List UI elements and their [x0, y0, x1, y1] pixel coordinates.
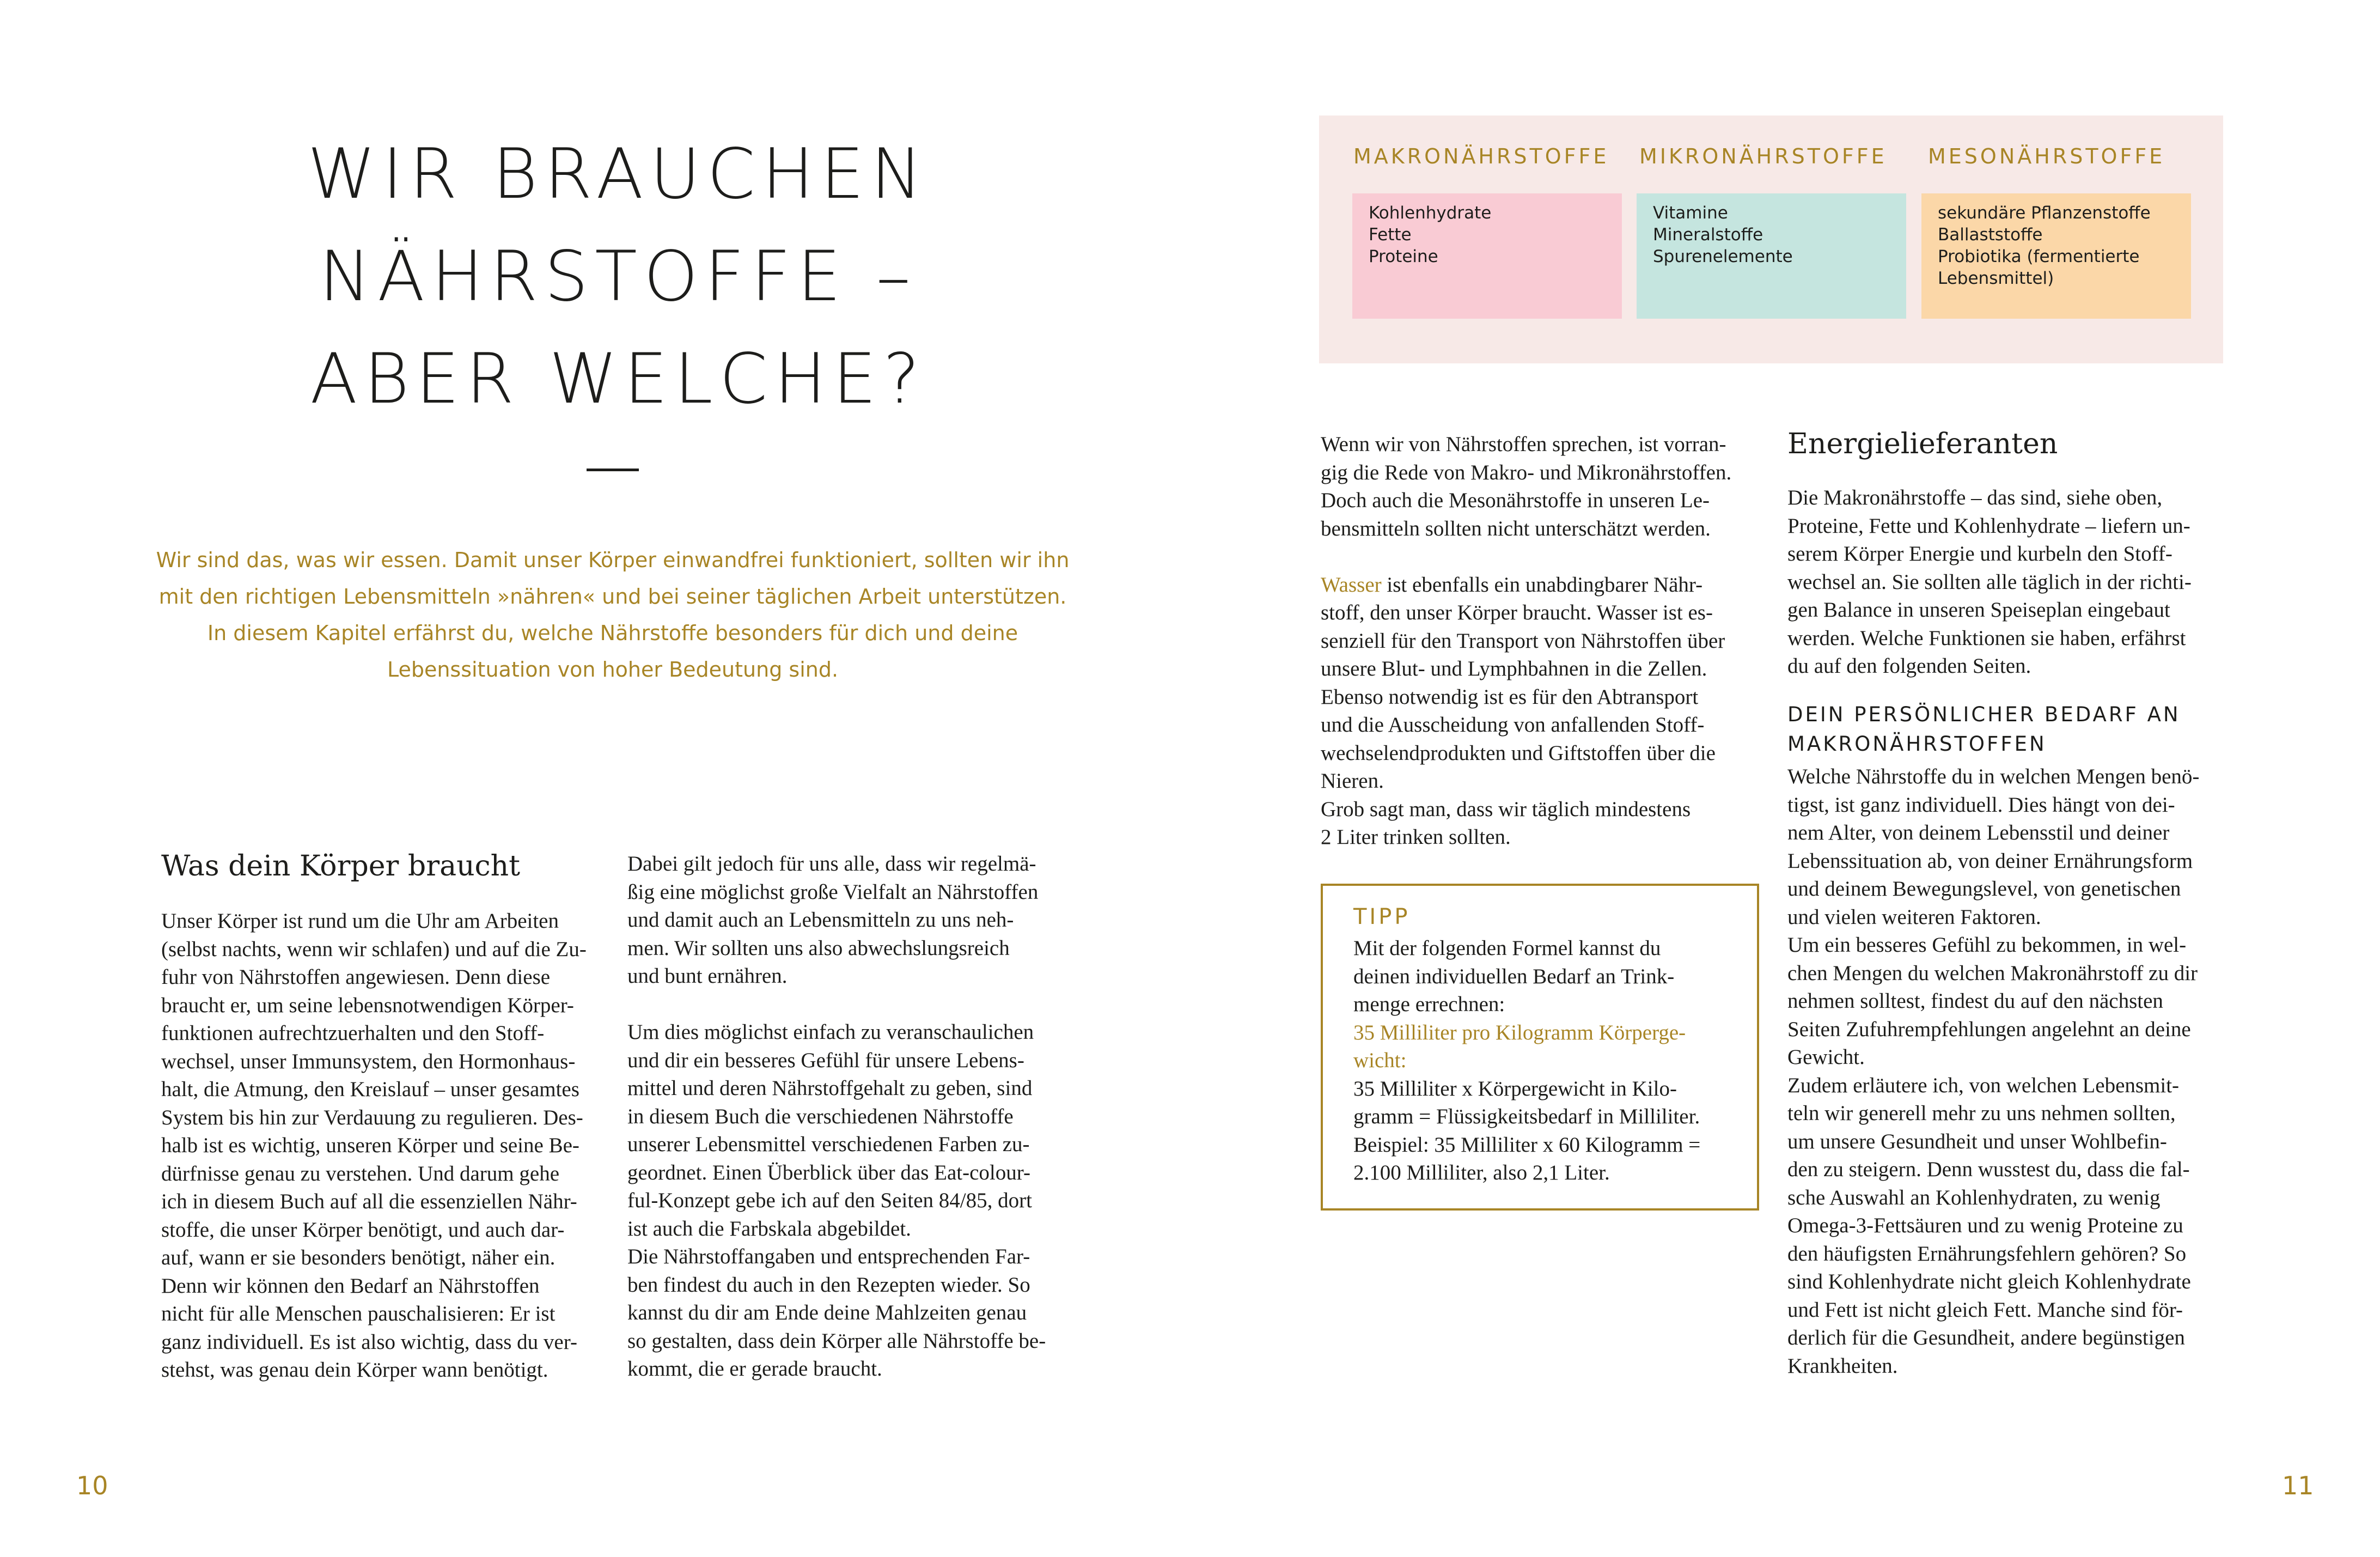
body-line: Die Makronährstoffe – das sind, siehe oben, — [1787, 486, 2163, 509]
tipp-formula-line: 35 Milliliter pro Kilogramm Körperge- — [1353, 1020, 1686, 1044]
body-line: stoff, den unser Körper braucht. Wasser ist es- — [1321, 601, 1713, 624]
nutrient-item: Probiotika (fermentierte — [1938, 247, 2140, 266]
body-line: Dabei gilt jedoch für uns alle, dass wir regelmä- — [627, 852, 1036, 875]
body-column-5 — [1787, 763, 2199, 1380]
nutrient-heading-meso: MESONÄHRSTOFFE — [1928, 144, 2165, 168]
body-line: Seiten Zufuhrempfehlungen angelehnt an deine — [1787, 1017, 2191, 1041]
body-line: Die Nährstoffangaben und entsprechenden Far- — [627, 1245, 1030, 1268]
nutrient-item: sekundäre Pflanzenstoffe — [1938, 203, 2151, 223]
nutrient-item: Proteine — [1369, 247, 1438, 266]
body-line: wechsel an. Sie sollten alle täglich in der richti- — [1787, 570, 2192, 594]
body-line: (selbst nachts, wenn wir schlafen) und auf die Zu- — [161, 937, 587, 961]
body-line: braucht er, um seine lebensnotwendigen Körper- — [161, 993, 574, 1017]
body-line: den zu steigern. Denn wusstest du, dass die fal- — [1787, 1158, 2190, 1181]
nutrient-heading-mikro: MIKRONÄHRSTOFFE — [1639, 144, 1887, 168]
body-line: Proteine, Fette und Kohlenhydrate – liefern un- — [1787, 514, 2190, 538]
tipp-line: 35 Milliliter x Körpergewicht in Kilo- — [1353, 1076, 1677, 1100]
body-line: und Fett ist nicht gleich Fett. Manche sind för- — [1787, 1298, 2183, 1322]
body-column-3 — [1321, 430, 1731, 852]
page-number-left: 10 — [76, 1471, 108, 1500]
body-line: Zudem erläutere ich, von welchen Lebensmit- — [1787, 1073, 2180, 1097]
page-number-right: 11 — [2282, 1471, 2314, 1500]
tipp-heading: TIPP — [1353, 904, 1411, 929]
body-line: den häufigsten Ernährungsfehlern gehören? So — [1787, 1242, 2187, 1266]
body-line: und die Ausscheidung von anfallenden Stoff- — [1321, 713, 1705, 737]
body-column-4 — [1787, 484, 2192, 680]
body-line: sche Auswahl an Kohlenhydraten, zu wenig — [1787, 1185, 2161, 1209]
body-line: kannst du dir am Ende deine Mahlzeiten genau — [627, 1301, 1027, 1324]
tipp-line: Mit der folgenden Formel kannst du — [1353, 936, 1661, 960]
nutrient-item: Mineralstoffe — [1653, 225, 1763, 245]
body-line: dürfnisse genau zu verstehen. Und darum gehe — [161, 1161, 560, 1185]
body-line: Wenn wir von Nährstoffen sprechen, ist vorran- — [1321, 433, 1726, 456]
tipp-line: 2.100 Milliliter, also 2,1 Liter. — [1353, 1161, 1610, 1184]
nutrient-heading-makro: MAKRONÄHRSTOFFE — [1353, 144, 1609, 168]
body-line: chen Mengen du welchen Makronährstoff zu dir — [1787, 961, 2198, 985]
tipp-line: menge errechnen: — [1353, 993, 1505, 1016]
body-line: um unsere Gesundheit und unser Wohlbefin- — [1787, 1129, 2167, 1153]
body-column-1 — [161, 907, 587, 1384]
title-divider — [587, 469, 639, 471]
bedarf-heading-line: MAKRONÄHRSTOFFEN — [1787, 732, 2047, 756]
body-line: und dir ein besseres Gefühl für unsere Lebens- — [627, 1048, 1024, 1072]
body-line: stoffe, die unser Körper benötigt, und auch dar- — [161, 1218, 565, 1242]
body-line: werden. Welche Funktionen sie haben, erfährst — [1787, 626, 2186, 650]
intro-line: In diesem Kapitel erfährst du, welche Nährstoffe besonders für dich und deine — [207, 621, 1018, 645]
body-line: System bis hin zur Verdauung zu regulieren. Des- — [161, 1105, 583, 1129]
body-line: sind Kohlenhydrate nicht gleich Kohlenhydrate — [1787, 1270, 2191, 1293]
body-line: auf, wann er sie besonders benötigt, näher ein. — [161, 1246, 556, 1269]
body-line: Unser Körper ist rund um die Uhr am Arbeiten — [161, 909, 559, 933]
nutrient-item: Lebensmittel) — [1938, 269, 2054, 288]
body-line: Doch auch die Mesonährstoffe in unseren Le- — [1321, 489, 1710, 512]
title-line: WIR BRAUCHEN — [307, 133, 929, 214]
intro-line: Wir sind das, was wir essen. Damit unser Körper einwandfrei funktioniert, sollten wir ihn — [156, 548, 1070, 572]
body-line: Nieren. — [1321, 769, 1384, 793]
bedarf-heading — [1787, 700, 2181, 759]
body-line: fuhr von Nährstoffen angewiesen. Denn diese — [161, 965, 551, 989]
nutrient-box-meso — [1921, 193, 2191, 319]
body-line: Omega-3-Fettsäuren und zu wenig Proteine zu — [1787, 1214, 2183, 1237]
nutrient-box-makro — [1352, 193, 1622, 319]
title-line: NÄHRSTOFFE – — [319, 236, 917, 317]
body-line — [1321, 571, 1731, 599]
body-line: ganz individuell. Es ist also wichtig, dass du ver- — [161, 1330, 577, 1354]
tipp-formula-line: wicht: — [1353, 1049, 1407, 1072]
body-line: und bunt ernähren. — [627, 964, 788, 988]
body-line: in diesem Buch die verschiedenen Nährstoffe — [627, 1104, 1014, 1128]
body-line: serem Körper Energie und kurbeln den Stoff- — [1787, 542, 2172, 565]
body-line: wechselendprodukten und Giftstoffen über die — [1321, 741, 1716, 765]
chapter-title — [196, 123, 1040, 430]
tipp-line: gramm = Flüssigkeitsbedarf in Milliliter. — [1353, 1105, 1700, 1128]
body-line: mittel und deren Nährstoffgehalt zu geben, sind — [627, 1076, 1033, 1100]
body-line: senziell für den Transport von Nährstoffen über — [1321, 629, 1725, 653]
intro-line: Lebenssituation von hoher Bedeutung sind. — [387, 658, 839, 682]
bedarf-heading-line: DEIN PERSÖNLICHER BEDARF AN — [1787, 703, 2181, 726]
body-line: teln wir generell mehr zu uns nehmen sollten, — [1787, 1102, 2176, 1125]
energy-heading: Energielieferanten — [1787, 428, 2058, 460]
body-line: nem Alter, von deinem Lebensstil und deiner — [1787, 821, 2170, 844]
body-line: so gestalten, dass dein Körper alle Nährstoffe be- — [627, 1329, 1046, 1353]
body-line: bensmitteln sollten nicht unterschätzt werden. — [1321, 516, 1711, 540]
body-column-2 — [627, 850, 1046, 1383]
body-line: men. Wir sollten uns also abwechslungsreich — [627, 936, 1010, 960]
water-highlight: Wasser — [1321, 573, 1382, 597]
body-line: stehst, was genau dein Körper wann benötigt. — [161, 1358, 548, 1382]
nutrient-box-mikro — [1637, 193, 1906, 319]
body-line: gen Balance in unseren Speiseplan eingebaut — [1787, 598, 2170, 622]
nutrient-item: Vitamine — [1653, 203, 1728, 223]
tipp-line: Beispiel: 35 Milliliter x 60 Kilogramm = — [1353, 1133, 1701, 1157]
tipp-line: deinen individuellen Bedarf an Trink- — [1353, 964, 1675, 988]
body-line: kommt, die er gerade braucht. — [627, 1357, 882, 1380]
body-line: Krankheiten. — [1787, 1354, 1898, 1378]
body-line: derlich für die Gesundheit, andere begünstigen — [1787, 1326, 2185, 1349]
body-line: halb ist es wichtig, unseren Körper und seine Be- — [161, 1134, 579, 1157]
body-line: nehmen solltest, findest du auf den nächsten — [1787, 989, 2163, 1013]
body-line: und damit auch an Lebensmitteln zu uns neh- — [627, 908, 1014, 932]
body-line: Um ein besseres Gefühl zu bekommen, in wel- — [1787, 933, 2187, 957]
body-line-rest: ist ebenfalls ein unabdingbarer Nähr- — [1381, 573, 1703, 597]
body-line: Lebenssituation ab, von deiner Ernährungsform — [1787, 849, 2193, 873]
body-line: und deinem Bewegungslevel, von genetischen — [1787, 877, 2181, 901]
nutrient-item: Fette — [1369, 225, 1412, 245]
intro-line: mit den richtigen Lebensmitteln »nähren« und bei seiner täglichen Arbeit unterstützen. — [158, 585, 1067, 609]
body-line: ful-Konzept gebe ich auf den Seiten 84/85, dort — [627, 1189, 1032, 1212]
nutrient-item: Kohlenhydrate — [1369, 203, 1492, 223]
intro-text — [136, 542, 1089, 688]
body-line: ich in diesem Buch auf all die essenziellen Nähr- — [161, 1190, 577, 1213]
body-line: Ebenso notwendig ist es für den Abtransport — [1321, 685, 1699, 709]
body-line: geordnet. Einen Überblick über das Eat-colour- — [627, 1160, 1030, 1184]
body-line: Um dies möglichst einfach zu veranschaulichen — [627, 1020, 1034, 1044]
body-line: tigst, ist ganz individuell. Dies hängt von dei- — [1787, 793, 2175, 817]
body-line: ben findest du auch in den Rezepten wieder. So — [627, 1273, 1030, 1297]
title-line: ABER WELCHE? — [310, 338, 926, 419]
body-line: unserer Lebensmittel verschiedenen Farben zu- — [627, 1133, 1030, 1156]
nutrient-item: Ballaststoffe — [1938, 225, 2043, 245]
body-line: unsere Blut- und Lymphbahnen in die Zellen. — [1321, 657, 1707, 680]
body-line: Grob sagt man, dass wir täglich mindestens — [1321, 797, 1691, 821]
nutrient-item: Spurenelemente — [1653, 247, 1793, 266]
body-line: wechsel, unser Immunsystem, den Hormonhaus- — [161, 1049, 576, 1073]
tipp-text — [1353, 934, 1700, 1187]
body-line: 2 Liter trinken sollten. — [1321, 825, 1511, 849]
body-line: und vielen weiteren Faktoren. — [1787, 905, 2041, 929]
body-line: funktionen aufrechtzuerhalten und den Stoff- — [161, 1021, 545, 1045]
body-line: gig die Rede von Makro- und Mikronährstoffen. — [1321, 460, 1732, 484]
body-line: Gewicht. — [1787, 1045, 1865, 1069]
body-line: Welche Nährstoffe du in welchen Mengen benö- — [1787, 765, 2200, 788]
body-line: ßig eine möglichst große Vielfalt an Nährstoffen — [627, 880, 1039, 904]
body-line: halt, die Atmung, den Kreislauf – unser gesamtes — [161, 1078, 579, 1101]
body-line: ist auch die Farbskala abgebildet. — [627, 1217, 911, 1240]
section-heading: Was dein Körper braucht — [161, 850, 521, 883]
body-line: du auf den folgenden Seiten. — [1787, 654, 2031, 678]
body-line: nicht für alle Menschen pauschalisieren: Er ist — [161, 1302, 556, 1325]
body-line: Denn wir können den Bedarf an Nährstoffen — [161, 1274, 540, 1298]
